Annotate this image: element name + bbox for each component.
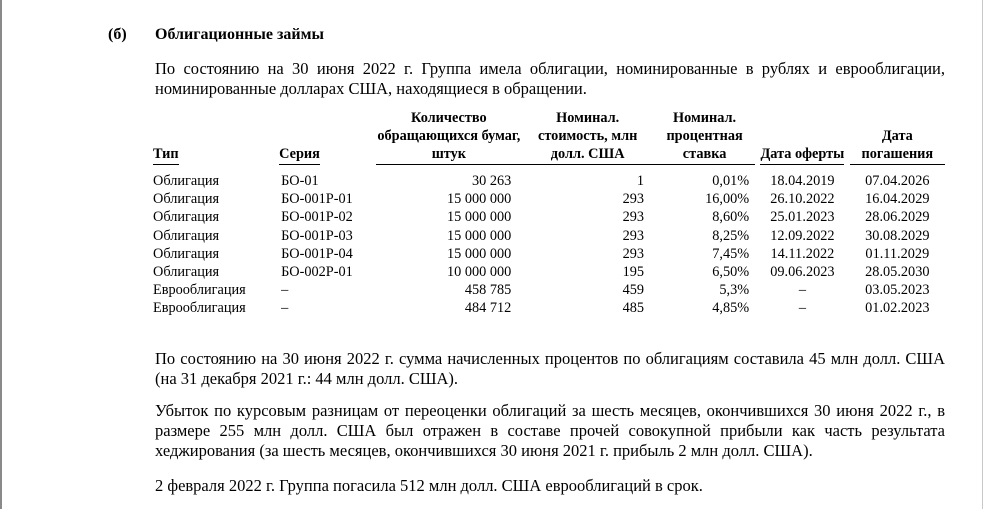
cell-maturity-date: 01.11.2029 xyxy=(865,245,930,262)
cell-quantity: 15 000 000 xyxy=(446,245,512,262)
cell-nominal: 293 xyxy=(622,245,645,262)
table-header-row xyxy=(153,109,945,166)
cell-quantity: 484 712 xyxy=(464,300,512,317)
cell-offer-date: 25.01.2023 xyxy=(770,209,835,226)
cell-maturity-date: 30.08.2029 xyxy=(865,227,930,244)
cell-nominal: 1 xyxy=(636,173,645,189)
cell-type: Еврооблигация xyxy=(153,282,246,299)
cell-offer-date: 18.04.2019 xyxy=(770,173,835,189)
table-row xyxy=(153,281,945,299)
intro-paragraph: По состоянию на 30 июня 2022 г. Группа имела облигации, номинированные в рублях и еврооблигации, номинированные долларах США, находящиеся в обращении. xyxy=(155,59,945,98)
cell-maturity-date: 28.05.2030 xyxy=(865,264,930,281)
table-row xyxy=(153,245,945,263)
header-quantity: Количество обращающихся бумаг, штук xyxy=(376,109,521,166)
header-maturity-date: Дата погашения xyxy=(850,109,945,166)
table-row xyxy=(153,299,945,317)
header-rate: Номинал. процентная ставка xyxy=(654,109,755,166)
table-row xyxy=(153,208,945,226)
table-row xyxy=(153,190,945,208)
section-number: (б) xyxy=(108,26,127,43)
cell-rate: 16,00% xyxy=(705,191,750,208)
cell-nominal: 195 xyxy=(622,264,645,281)
table-row xyxy=(153,227,945,245)
cell-nominal: 293 xyxy=(622,227,645,244)
page-right-border xyxy=(982,0,983,509)
cell-quantity: 15 000 000 xyxy=(446,209,512,226)
cell-type: Облигация xyxy=(153,264,220,281)
table-row xyxy=(153,263,945,281)
cell-rate: 5,3% xyxy=(719,282,750,299)
cell-series: БО-01 xyxy=(281,173,319,189)
redemption-paragraph: 2 февраля 2022 г. Группа погасила 512 млн долл. США еврооблигаций в срок. xyxy=(155,476,703,495)
cell-offer-date: – xyxy=(798,282,806,299)
cell-type: Еврооблигация xyxy=(153,300,246,317)
cell-series: БО-002Р-01 xyxy=(281,264,353,281)
cell-type: Облигация xyxy=(153,173,220,189)
cell-quantity: 15 000 000 xyxy=(446,191,512,208)
table-row xyxy=(153,172,945,190)
cell-type: Облигация xyxy=(153,227,220,244)
cell-series: – xyxy=(281,282,289,299)
accrued-interest-paragraph: По состоянию на 30 июня 2022 г. сумма начисленных процентов по облигациям составила 45 млн долл. США (на 31 декабря 2021 г.: 44 млн долл. США). xyxy=(155,349,945,388)
cell-maturity-date: 16.04.2029 xyxy=(865,191,930,208)
cell-rate: 8,25% xyxy=(712,227,750,244)
cell-rate: 0,01% xyxy=(712,173,750,189)
cell-type: Облигация xyxy=(153,191,220,208)
header-series: Серия xyxy=(279,109,376,166)
header-type: Тип xyxy=(153,109,279,166)
header-offer-date: Дата оферты xyxy=(755,109,850,166)
cell-rate: 6,50% xyxy=(712,264,750,281)
cell-quantity: 30 263 xyxy=(471,173,512,189)
cell-maturity-date: 01.02.2023 xyxy=(865,300,930,317)
section-title: Облигационные займы xyxy=(155,26,325,43)
cell-rate: 8,60% xyxy=(712,209,750,226)
cell-quantity: 15 000 000 xyxy=(446,227,512,244)
cell-offer-date: 26.10.2022 xyxy=(770,191,835,208)
cell-maturity-date: 28.06.2029 xyxy=(865,209,930,226)
bonds-table xyxy=(153,109,945,318)
cell-series: БО-001Р-02 xyxy=(281,209,353,226)
fx-loss-paragraph: Убыток по курсовым разницам от переоценки облигаций за шесть месяцев, окончившихся 30 июня 2022 г., в размере 255 млн долл. США был отражен в составе прочей совокупной прибыли как часть результата хеджирования (за шесть месяцев, окончившихся 30 июня 2021 г. прибыль 2 млн долл. США). xyxy=(155,401,945,460)
cell-nominal: 459 xyxy=(622,282,645,299)
cell-nominal: 293 xyxy=(622,209,645,226)
cell-series: БО-001Р-03 xyxy=(281,227,353,244)
cell-maturity-date: 03.05.2023 xyxy=(865,282,930,299)
cell-type: Облигация xyxy=(153,209,220,226)
cell-series: БО-001Р-01 xyxy=(281,191,353,208)
cell-nominal: 485 xyxy=(622,300,645,317)
cell-offer-date: 14.11.2022 xyxy=(770,245,835,262)
cell-quantity: 10 000 000 xyxy=(446,264,512,281)
cell-rate: 7,45% xyxy=(712,245,750,262)
cell-series: БО-001Р-04 xyxy=(281,245,353,262)
cell-offer-date: – xyxy=(798,300,806,317)
cell-rate: 4,85% xyxy=(712,300,750,317)
cell-nominal: 293 xyxy=(622,191,645,208)
cell-offer-date: 12.09.2022 xyxy=(770,227,835,244)
cell-quantity: 458 785 xyxy=(464,282,512,299)
header-nominal: Номинал. стоимость, млн долл. США xyxy=(521,109,654,166)
page-left-border xyxy=(0,0,2,509)
cell-offer-date: 09.06.2023 xyxy=(770,264,835,281)
cell-maturity-date: 07.04.2026 xyxy=(865,173,930,189)
cell-series: – xyxy=(281,300,289,317)
cell-type: Облигация xyxy=(153,245,220,262)
